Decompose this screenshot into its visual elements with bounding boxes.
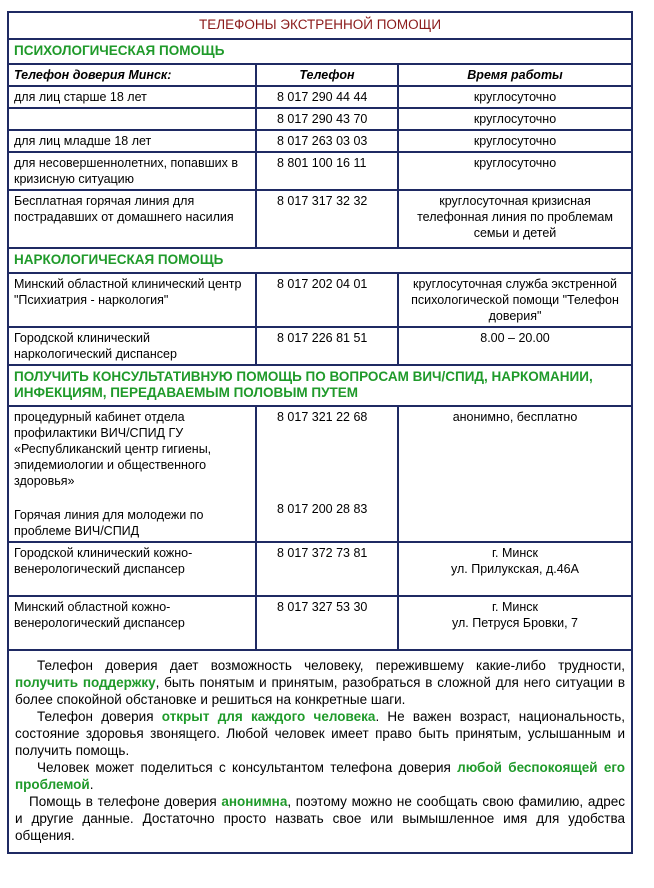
- info-highlight: получить поддержку: [15, 675, 156, 690]
- row-hours: 8.00 – 20.00: [398, 327, 632, 365]
- table-row: [8, 86, 632, 108]
- info-paragraph: [15, 793, 625, 844]
- row-phone: 8 017 290 44 44: [256, 86, 398, 108]
- row-name: для несовершеннолетних, попавших в кризисную ситуацию: [8, 152, 256, 190]
- info-text: Помощь в телефоне доверия: [29, 794, 222, 809]
- row-hours: круглосуточно: [398, 130, 632, 152]
- table-row: [8, 406, 632, 542]
- row-hours: круглосуточно: [398, 108, 632, 130]
- row-name: Городской клинический кожно-венерологический диспансер: [8, 542, 256, 596]
- row-address: г. Минск ул. Петруся Бровки, 7: [398, 596, 632, 650]
- section-hiv-title: ПОЛУЧИТЬ КОНСУЛЬТАТИВНУЮ ПОМОЩЬ ПО ВОПРОСАМ ВИЧ/СПИД, НАРКОМАНИИ, ИНФЕКЦИЯМ, ПЕРЕДАВАЕМЫМ ПОЛОВЫМ ПУТЕМ: [8, 365, 632, 406]
- row-name: Минский областной клинический центр "Психиатрия - наркология": [8, 273, 256, 327]
- header-hours: Время работы: [398, 64, 632, 86]
- row-phone-secondary: 8 017 200 28 83: [277, 502, 368, 516]
- row-hours: анонимно, бесплатно: [398, 406, 632, 542]
- info-paragraph: [15, 759, 625, 793]
- row-phone: 8 017 226 81 51: [256, 327, 398, 365]
- row-hours: круглосуточная кризисная телефонная линия по проблемам семьи и детей: [398, 190, 632, 248]
- info-text: , поэтому можно не сообщать свою фамилию, адрес и другие данные. Достаточно просто назвать свое или вымышленное имя для удобства общения.: [15, 794, 626, 843]
- table-row: [8, 152, 632, 190]
- row-name-group: [8, 406, 256, 542]
- row-phone: 8 017 327 53 30: [256, 596, 398, 650]
- row-name: Минский областной кожно-венерологический диспансер: [8, 596, 256, 650]
- info-text: .: [89, 777, 94, 792]
- header-phone: Телефон: [256, 64, 398, 86]
- page-title: ТЕЛЕФОНЫ ЭКСТРЕННОЙ ПОМОЩИ: [8, 12, 632, 39]
- row-name: Городской клинический наркологический диспансер: [8, 327, 256, 365]
- table-row: [8, 596, 632, 650]
- row-phone-group: [256, 406, 398, 542]
- row-hours: круглосуточная служба экстренной психологической помощи "Телефон доверия": [398, 273, 632, 327]
- table-header-row: [8, 64, 632, 86]
- row-phone: 8 801 100 16 11: [256, 152, 398, 190]
- row-hours: круглосуточно: [398, 152, 632, 190]
- table-row: [8, 108, 632, 130]
- info-highlight: открыт для каждого человека: [161, 709, 376, 724]
- emergency-phones-table: [7, 11, 633, 854]
- row-name: для лиц младше 18 лет: [8, 130, 256, 152]
- info-text: Телефон доверия: [37, 709, 162, 724]
- row-name-secondary: Горячая линия для молодежи по проблеме ВИЧ/СПИД: [14, 508, 204, 538]
- row-name: процедурный кабинет отдела профилактики ВИЧ/СПИД ГУ «Республиканский центр гигиены, эпидемиологии и общественного здоровья»: [14, 410, 212, 488]
- row-phone: 8 017 263 03 03: [256, 130, 398, 152]
- info-text: , быть понятым и принятым, разобраться в сложной для него ситуации в более спокойной обстановке и решиться на конкретные шаги.: [15, 675, 625, 707]
- row-phone: 8 017 321 22 68: [277, 410, 368, 424]
- row-name: [8, 108, 256, 130]
- table-row: [8, 130, 632, 152]
- info-highlight: анонимна: [221, 794, 288, 809]
- table-row: [8, 190, 632, 248]
- row-phone: 8 017 202 04 01: [256, 273, 398, 327]
- info-paragraph: [15, 708, 625, 759]
- helpline-info-text: [8, 650, 632, 853]
- table-row: [8, 327, 632, 365]
- info-text: . Не важен возраст, национальность, состояние здоровья звонящего. Любой человек имеет право быть принятым, услышанным и получить помощь.: [15, 709, 626, 758]
- section-narc-title: НАРКОЛОГИЧЕСКАЯ ПОМОЩЬ: [8, 248, 632, 273]
- row-hours: круглосуточно: [398, 86, 632, 108]
- info-text: Человек может поделиться с консультантом телефона доверия: [37, 760, 458, 775]
- section-psych-title: ПСИХОЛОГИЧЕСКАЯ ПОМОЩЬ: [8, 39, 632, 64]
- table-row: [8, 542, 632, 596]
- info-paragraph: [15, 657, 625, 708]
- table-row: [8, 273, 632, 327]
- row-phone: 8 017 372 73 81: [256, 542, 398, 596]
- row-name: Бесплатная горячая линия для пострадавших от домашнего насилия: [8, 190, 256, 248]
- row-name: для лиц старше 18 лет: [8, 86, 256, 108]
- info-text: Телефон доверия дает возможность человеку, пережившему какие-либо трудности,: [37, 658, 626, 673]
- row-address: г. Минск ул. Прилукская, д.46А: [398, 542, 632, 596]
- header-minsk-helpline: Телефон доверия Минск:: [8, 64, 256, 86]
- info-highlight: любой беспокоящей его проблемой: [15, 760, 626, 792]
- row-phone: 8 017 290 43 70: [256, 108, 398, 130]
- row-phone: 8 017 317 32 32: [256, 190, 398, 248]
